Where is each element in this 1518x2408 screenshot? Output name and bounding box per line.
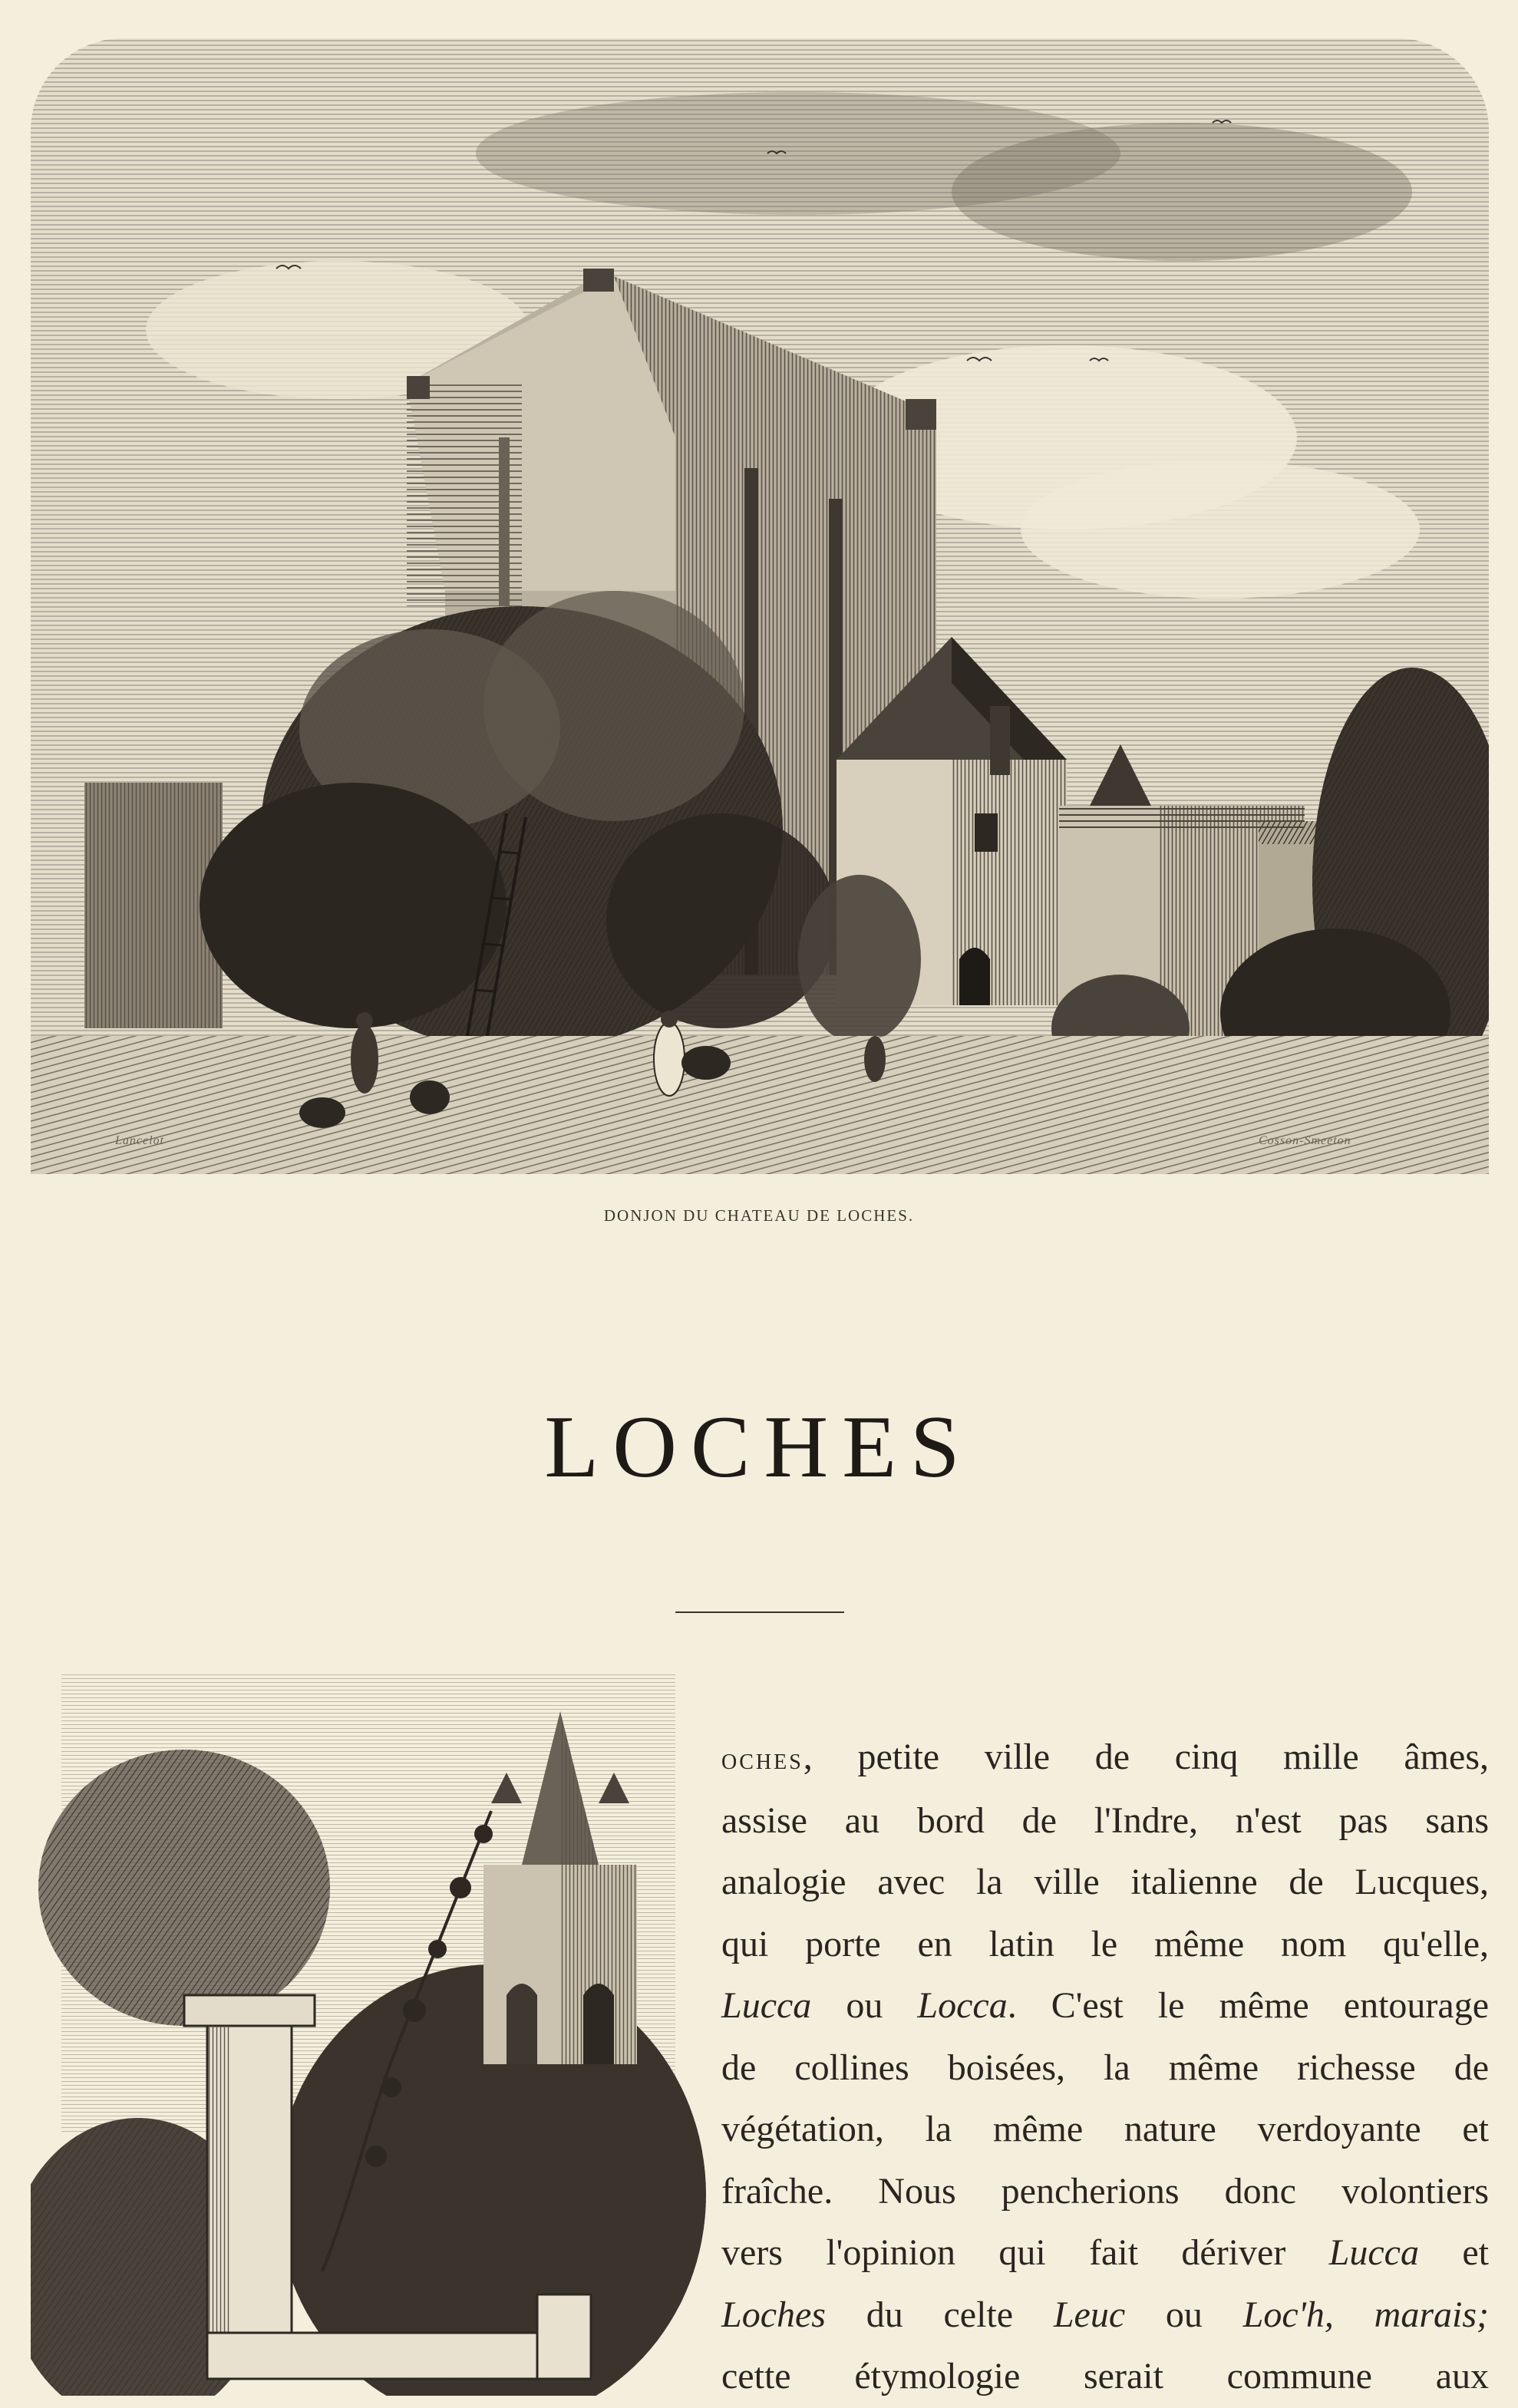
engraver-signature-right: Cosson-Smeeton — [1259, 1134, 1351, 1147]
castle-engraving-drawing — [31, 38, 1489, 1174]
text-segment: Lucca — [721, 1985, 812, 2026]
text-line — [721, 2161, 1489, 2223]
text-segment: vers l'opinion qui fait dériver — [721, 2232, 1329, 2273]
text-segment: qui porte en latin le même nom qu'elle, — [721, 1923, 1489, 1964]
text-segment: , petite ville de cinq mille âmes, — [803, 1737, 1489, 1777]
text-segment: assise au bord de l'Indre, n'est pas sans — [721, 1799, 1489, 1841]
text-segment: Loches — [721, 2294, 826, 2335]
text-line — [721, 1914, 1489, 1976]
text-line — [721, 1790, 1489, 1852]
text-segment: ou — [1125, 2294, 1243, 2335]
text-segment: Lucca — [1328, 2232, 1419, 2273]
text-segment: Locca — [917, 1985, 1008, 2026]
text-segment: et — [1418, 2232, 1489, 2273]
body-paragraph — [721, 1727, 1489, 2408]
lettrine-drawing — [31, 1658, 706, 2396]
text-segment: . C'est le même entourage — [1007, 1985, 1489, 2026]
text-line — [721, 2222, 1489, 2284]
text-line — [721, 1975, 1489, 2037]
text-line — [721, 2037, 1489, 2100]
text-segment: Loc'h, marais; — [1242, 2294, 1489, 2335]
page-title: LOCHES — [544, 1398, 974, 1496]
text-segment: oches — [721, 1741, 804, 1776]
text-line — [721, 1727, 1489, 1790]
text-line — [721, 1852, 1489, 1914]
text-segment: analogie avec la ville italienne de Lucques, — [721, 1862, 1489, 1902]
engraver-signature-left: Lancelot — [115, 1134, 164, 1147]
text-segment: fraîche. Nous pencherions donc volontiers — [721, 2170, 1489, 2212]
text-line — [721, 2346, 1489, 2408]
text-segment: ou — [811, 1985, 918, 2026]
lettrine-l-engraving — [31, 1658, 706, 2396]
title-divider-rule — [675, 1611, 844, 1613]
text-segment: végétation, la même nature verdoyante et — [721, 2109, 1489, 2149]
text-line — [721, 2284, 1489, 2347]
text-segment: de collines boisées, la même richesse de — [721, 2047, 1489, 2088]
text-segment: Leuc — [1053, 2294, 1126, 2335]
text-segment: cette étymologie serait commune aux — [721, 2356, 1489, 2396]
text-segment: du celte — [825, 2294, 1054, 2335]
castle-keep-engraving — [31, 38, 1489, 1174]
engraving-caption: DONJON DU CHATEAU DE LOCHES. — [603, 1206, 915, 1225]
text-line — [721, 2099, 1489, 2161]
